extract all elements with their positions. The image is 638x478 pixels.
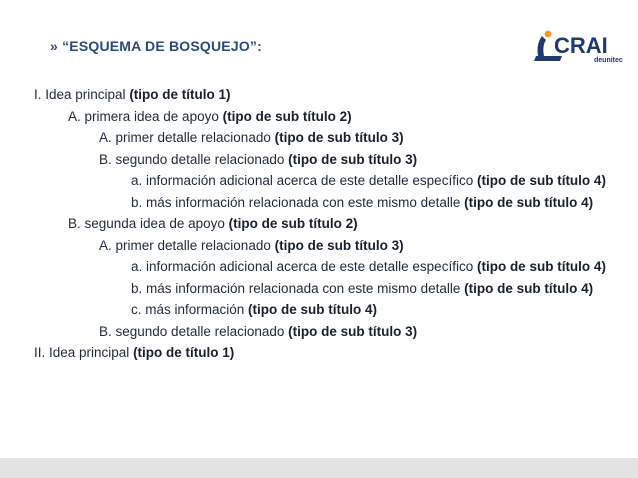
outline-item [0,127,638,149]
outline-item-text: A. primer detalle relacionado [99,130,275,145]
svg-text:CRAI: CRAI [554,33,608,58]
outline-item-type: (tipo de sub título 4) [476,259,606,274]
outline-item [0,149,638,171]
outline-item-text: B. segundo detalle relacionado [99,151,289,167]
crai-unitec-logo [532,22,624,68]
outline-item-text: II. Idea principal [34,345,134,360]
outline-item-text: A. primera idea de apoyo [68,108,223,124]
outline-item [0,278,638,300]
outline-item [0,342,638,364]
outline-item-type: (tipo de sub título 3) [274,237,404,253]
outline-item [0,84,638,106]
outline-item-type: (tipo de título 1) [133,345,235,360]
outline-item-type: (tipo de sub título 4) [248,302,378,317]
outline-item [0,299,638,321]
outline-item [0,170,638,192]
outline-item-type: (tipo de sub título 2) [228,216,358,231]
outline-item [0,235,638,257]
outline-item-text: c. más información [131,302,249,317]
outline-item-text: B. segunda idea de apoyo [68,216,229,231]
outline-item-text: a. información adicional acerca de este detalle específico [131,173,477,188]
footer-bar [0,458,638,478]
outline-item-text: I. Idea principal [34,87,130,102]
outline-item-type: (tipo de sub título 2) [222,108,352,124]
slide-title: » “ESQUEMA DE BOSQUEJO”: [50,38,262,54]
outline-item-text: a. información adicional acerca de este detalle específico [131,259,477,274]
outline-item-text: b. más información relacionada con este mismo detalle [131,280,465,296]
outline-item-type: (tipo de sub título 3) [288,151,418,167]
outline-item-type: (tipo de sub título 4) [464,194,594,210]
outline-item-text: A. primer detalle relacionado [99,237,275,253]
outline-item-text: B. segundo detalle relacionado [99,323,289,339]
outline-item [0,321,638,343]
outline-item [0,213,638,235]
outline-item-type: (tipo de sub título 3) [274,130,404,145]
outline-item [0,256,638,278]
outline-item [0,106,638,128]
svg-text:deunitec: deunitec [594,57,623,64]
outline-item-type: (tipo de sub título 3) [288,323,418,339]
outline-list [0,84,638,364]
outline-item-text: b. más información relacionada con este mismo detalle [131,194,465,210]
outline-item-type: (tipo de título 1) [129,87,231,102]
outline-item-type: (tipo de sub título 4) [464,280,594,296]
outline-item-type: (tipo de sub título 4) [476,173,606,188]
outline-item [0,192,638,214]
